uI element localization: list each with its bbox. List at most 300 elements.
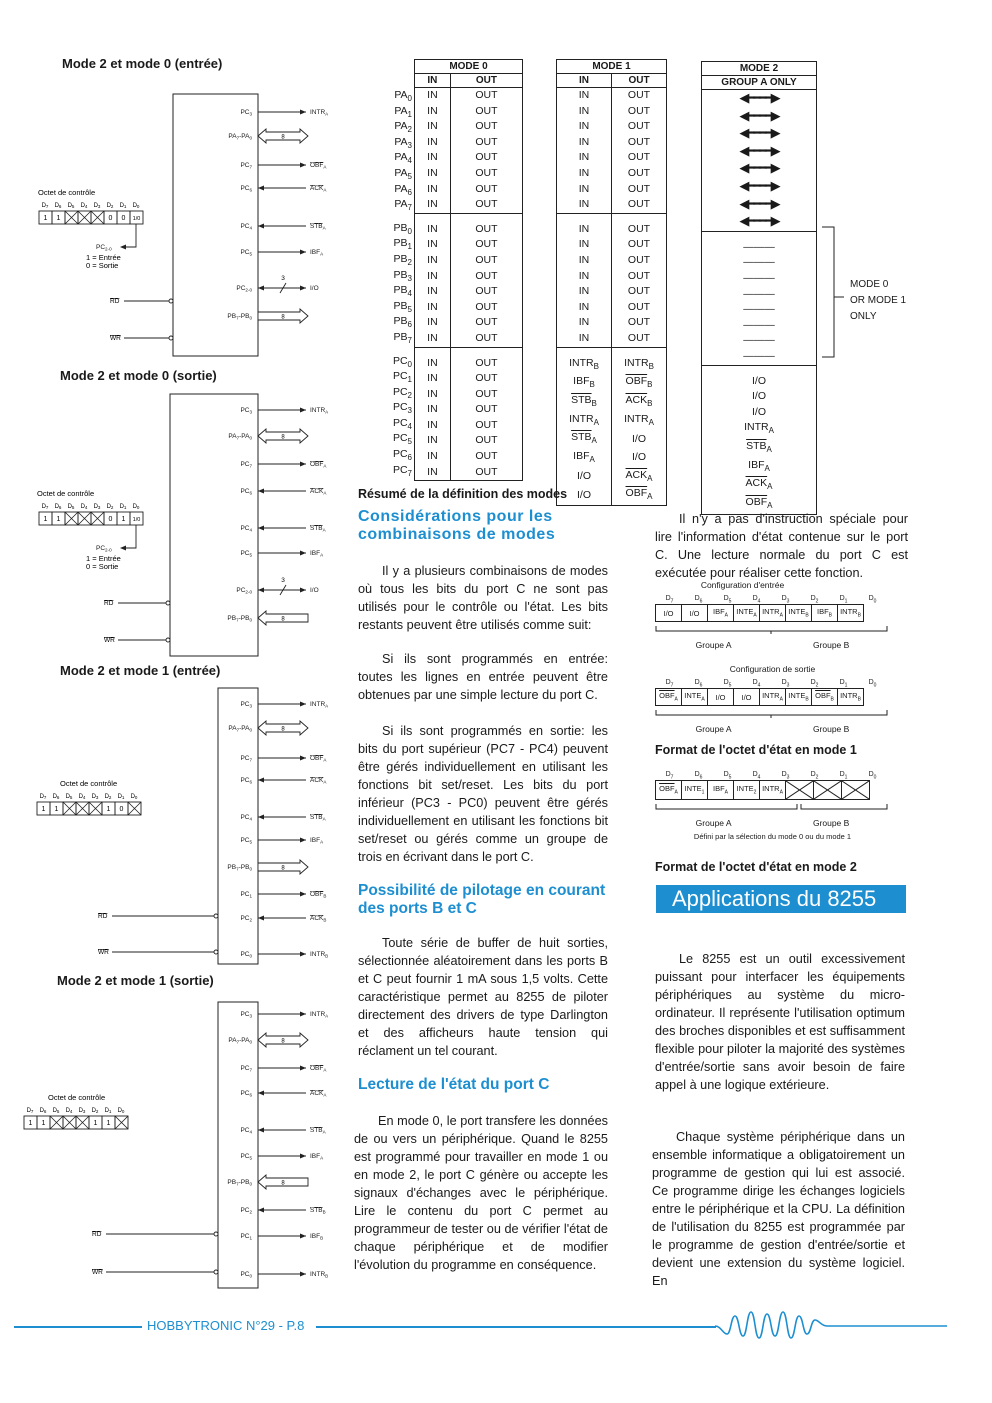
arrow-head [258,224,264,229]
bit-label: D2 [106,203,114,209]
table-row [702,420,817,439]
bit-label: D1 [119,203,127,209]
table-cell: I/O [557,468,612,487]
table-cell: ◀━━━━▶ [702,143,817,161]
config-in-label: Configuration d'entrée [700,580,785,590]
bit-label: $D_4$ [752,678,761,688]
diagram-3-title: Mode 2 et mode 1 (entrée) [60,663,221,678]
bit-label: D2 [106,504,114,510]
pin-label: $PC_7$ [240,755,252,763]
pin-label: $PB_7-PB_0$ [227,864,252,872]
table-row [702,287,817,303]
status-bit-cell: $INTR_A$ [760,605,786,622]
signal-label: $ACK_A$ [310,488,327,496]
table-cell: IN [415,387,451,403]
signal-label: $IBF_A$ [310,1153,324,1161]
bit-label: $D_5$ [723,770,732,780]
pin-label: $PB_7-PB_0$ [227,615,252,623]
table-cell: $\overline{OBF}_B$ [612,374,667,393]
arrow-head [300,756,306,761]
bit-label: D4 [80,203,88,209]
arrow-head [300,1066,306,1071]
row-label: $PA_0$ [394,89,412,104]
table-cell: OUT [450,182,522,198]
signal-label: $IBF_B$ [310,1233,324,1241]
status-config-in [655,580,890,650]
pin-label: $PC_6$ [240,185,252,193]
control-byte-label: Octet de contrôle [48,1093,106,1102]
control-bit-value: 1 [56,215,61,222]
status-bit-cell [786,781,814,800]
table-cell: IN [415,222,451,238]
mode0-out-header: OUT [450,74,522,88]
table-cell: ——— [702,287,817,303]
table-row [415,150,523,166]
row-label: $PA_3$ [394,135,412,150]
bits-out [655,674,890,688]
signal-label: $INTR_A$ [310,1011,329,1019]
arrow-head [258,1208,264,1213]
status-bit-cell: $\overline{OBF}_A$ [656,689,682,706]
table-row [557,486,667,505]
pin-label: $PA_7-PA_0$ [228,725,252,733]
bit-label: $D_0$ [868,770,877,780]
format-mode1-caption: Format de l'octet d'état en mode 1 [655,743,857,757]
table-row [702,476,817,495]
table-cell: IN [415,402,451,418]
bit-label: D1 [117,794,125,800]
table-cell: IN [415,253,451,269]
bit-label: $D_3$ [781,594,790,604]
table-row [415,402,523,418]
control-bit-value: 1 [28,1120,33,1127]
rd-bubble [214,914,218,918]
bit-label: D7 [41,504,49,510]
table-cell: IN [557,331,612,347]
table-row [415,356,523,372]
control-bit-value: 1/0 [132,216,141,222]
table-cell: OUT [612,197,667,213]
table-row [557,468,667,487]
table-row [702,196,817,214]
pin-label: $PC_3$ [240,1011,252,1019]
pin-label: $PC_1$ [240,1233,252,1241]
table-cell: OUT [612,135,667,151]
table-cell: ◀━━━━▶ [702,160,817,178]
pin-label: $PC_6$ [240,1090,252,1098]
table-cell: OUT [450,104,522,120]
table-row [702,255,817,271]
table-cell: $IBF_B$ [557,374,612,393]
bit-label: D2 [91,1108,99,1114]
table-cell: IN [415,331,451,347]
table-cell: OUT [612,331,667,347]
table-cell: IN [557,284,612,300]
table-cell: IN [557,150,612,166]
bit-label: D3 [93,504,101,510]
wr-label: WR [92,1269,103,1276]
table-row [702,160,817,178]
pin-label: $PC_6$ [240,777,252,785]
pin-label: $PC_4$ [240,525,252,533]
status-mode2 [655,766,890,841]
footer-wave-icon [715,1308,950,1346]
bit-label: D3 [78,1108,86,1114]
table-cell: IN [415,166,451,182]
pin-label: $PC_5$ [240,249,252,257]
table-cell: IN [557,104,612,120]
bit-label: $D_1$ [839,594,848,604]
table-row [415,104,523,120]
table-cell: OUT [450,253,522,269]
signal-label: $STB_A$ [310,223,326,231]
control-bit-value: 0 [121,215,126,222]
control-byte-label: Octet de contrôle [60,779,118,788]
table-row [557,269,667,285]
note-leader [122,224,136,247]
status-bit-cell: $\overline{OBF}_A$ [656,781,682,800]
table-cell: OUT [612,166,667,182]
group-labels [655,818,890,828]
group-bracket [655,625,890,635]
bit-label: D3 [91,794,99,800]
status-bit-cell: $INTE_1$ [682,781,708,800]
note-line: ONLY [850,311,877,322]
pin-label: $PC_3$ [240,109,252,117]
paragraph-5: En mode 0, le port transfere les données de ou vers un périphérique. Quand le 8255 est programmé pour travailler en mode 1 ou en mode 2, le port C génère ou accepte les signaux d'échanges avec le périphérique. Lire le contenu du port C permet au programmeur de tester ou de vérifier l'état de chaque périphérique et de modifier l'évolution du programme en conséquence. [354,1114,608,1272]
bit-label: D0 [132,203,140,209]
control-bit-value: 0 [108,516,113,523]
modes-row-labels [352,59,412,478]
bit-label: D6 [52,794,60,800]
note-leader [122,525,136,548]
table-cell: ——— [702,240,817,256]
mode2-subheader: GROUP A ONLY [702,76,817,90]
applications-banner [656,885,906,913]
note-line: 0 = Sortie [86,261,119,270]
table-row [702,213,817,231]
format-mode2-caption: Format de l'octet d'état en mode 2 [655,860,857,874]
bits-in [655,590,890,604]
signal-label: I/O [310,285,319,292]
bit-label: $D_5$ [723,678,732,688]
diagram-2-title: Mode 2 et mode 0 (sortie) [60,368,217,383]
table-cell: $\overline{ACK}_B$ [612,393,667,412]
row-label: $PB_2$ [393,252,412,268]
diagram-2 [30,388,350,658]
note-pc-label: $PC_{2-0}$ [96,244,112,252]
status-bit-cell [842,781,870,800]
table-cell: OUT [450,356,522,372]
bit-label: D0 [117,1108,125,1114]
table-cell: OUT [450,197,522,213]
pin-label: $PC_7$ [240,162,252,170]
bit-label: $D_2$ [810,678,819,688]
applications-title: Applications du 8255 [672,886,877,911]
table-cell: OUT [450,119,522,135]
table-cell: $\overline{ACK}_A$ [702,476,817,495]
bit-label: $D_7$ [665,594,674,604]
pin-label: $PA_7-PA_0$ [228,1037,252,1045]
signal-label: $INTR_A$ [310,407,329,415]
arrow-head [258,1128,264,1133]
table-cell: OUT [450,449,522,465]
heading-considerations: Considérations pour les combinaisons de modes [358,508,556,543]
bus-width-label: 8 [281,134,285,141]
table-row [415,197,523,213]
arrow-head [120,245,126,250]
table-row [557,237,667,253]
table-cell: $\overline{STB}_B$ [557,393,612,412]
bus-width-label: 8 [281,865,285,872]
table-row [557,166,667,182]
table-cell: IN [557,315,612,331]
table-cell: ——— [702,318,817,334]
groupe-a-label: Groupe A [695,818,732,828]
bit-label: D7 [26,1108,34,1114]
table-row [702,405,817,421]
mode2-b-note [850,277,906,325]
dont-care-cross [786,781,813,799]
table-cell: IN [557,253,612,269]
table-row [557,182,667,198]
table-cell: OUT [450,150,522,166]
row-label: $PA_6$ [394,182,412,197]
bus-width-label: 8 [281,1038,285,1045]
control-bit-value: 1 [56,516,61,523]
pin-label: $PB_7-PB_0$ [227,1179,252,1187]
table-cell: IN [415,315,451,331]
diagram-4 [20,996,350,1291]
mode2-header: MODE 2 [702,62,817,76]
table-cell: IN [415,197,451,213]
rd-bubble [166,601,170,605]
wr-bubble [166,638,170,642]
arrow-head [258,916,264,921]
table-row [557,197,667,213]
table-row [702,318,817,334]
bit-label: $D_0$ [868,678,877,688]
table-cell: OUT [612,182,667,198]
table-cell: IN [557,88,612,104]
bit-label: $D_3$ [781,678,790,688]
table-row [702,90,817,108]
table-cell: IN [415,418,451,434]
pin-label: $PC_4$ [240,1127,252,1135]
table-cell: $\overline{OBF}_A$ [612,486,667,505]
bit-label: $D_5$ [723,594,732,604]
rd-label: RD [92,1231,102,1238]
table-cell: OUT [612,237,667,253]
paragraph-1: Il y a plusieurs combinaisons de modes où tous les bits du port C ne sont pas utilisés pour le contrôle ou l'état. Les bits restants peuvent être utilisés comme suit: [358,564,608,632]
control-bit-value: 1 [121,516,126,523]
arrow-head [300,1234,306,1239]
signal-label: $STB_A$ [310,814,326,822]
status-bit-cell: $INTE_2$ [734,781,760,800]
bit-label: D5 [67,203,75,209]
table-cell: IN [415,182,451,198]
row-label: $PA_2$ [394,120,412,135]
table-cell: OUT [612,315,667,331]
table-cell: $INTR_A$ [702,420,817,439]
table-cell: OUT [450,433,522,449]
pin-label: $PB_7-PB_0$ [227,313,252,321]
row-label: $PC_5$ [392,432,412,447]
bit-label: D1 [119,504,127,510]
table-cell: IN [415,300,451,316]
pin-label: $PC_2$ [240,915,252,923]
table-cell: OUT [450,402,522,418]
table-cell: IN [415,88,451,104]
signal-label: $IBF_A$ [310,837,324,845]
table-cell: OUT [450,88,522,104]
table-cell: IN [415,269,451,285]
group-labels [655,640,890,650]
arrow-head [258,186,264,191]
note-line: 0 = Sortie [86,562,119,571]
control-bit-value: 1 [43,516,48,523]
bit-label: $D_2$ [810,594,819,604]
bus-width-label: 8 [281,616,285,623]
table-cell: IN [557,222,612,238]
bit-label: $D_2$ [810,770,819,780]
control-bit-value: 1/0 [132,517,141,523]
bit-label: $D_7$ [665,678,674,688]
control-bit-value: 1 [54,806,59,813]
arrow-head [300,551,306,556]
signal-label: $ACK_A$ [310,777,327,785]
table-row [415,387,523,403]
bus-count: 3 [281,577,285,584]
table-row [415,269,523,285]
signal-label: $OBF_A$ [310,755,327,763]
group-bracket [655,803,890,813]
paragraph-4: Toute série de buffer de huit sorties, sélectionnée aléatoirement dans les ports B et C peut fournir 1 mA sous 1,5 volts. Cette caractéristique permet au 8255 de piloter directement des drivers de type Darlington et des afficheurs haute tension qui réclament un tel courant. [358,936,608,1058]
arrow-head [300,702,306,707]
status-bit-cell [814,781,842,800]
arrow-head [300,163,306,168]
table-cell: OUT [612,284,667,300]
table-row [702,374,817,390]
table-cell: ——— [702,349,817,365]
arrow-head [258,588,264,593]
row-label: $PB_6$ [393,315,412,330]
row-label: $PB_1$ [393,237,412,252]
table-row [557,88,667,104]
rd-label: RD [110,298,120,305]
table-row [415,135,523,151]
row-label: $PA_4$ [394,151,412,166]
arrow-head [258,815,264,820]
table-row [702,333,817,349]
mode2-table [701,61,817,515]
row-label: $PC_1$ [392,370,412,385]
table-cell: IN [415,356,451,372]
table-row [557,119,667,135]
row-label: $PB_4$ [393,284,412,299]
pin-label: $PC_6$ [240,488,252,496]
table-row [415,88,523,104]
signal-label: $ACK_B$ [310,915,327,923]
table-cell: I/O [557,486,612,505]
control-bit-value: 0 [108,215,113,222]
heading-pilotage: Possibilité de pilotage en courant des ports B et C [358,882,606,917]
pin-label: $PA_7-PA_0$ [228,133,252,141]
table-cell: OUT [612,253,667,269]
rd-label: RD [104,600,114,607]
mode1-in-header: IN [557,74,612,88]
table-cell: IN [557,237,612,253]
table-cell: OUT [450,135,522,151]
mode0-header: MODE 0 [415,60,523,74]
control-bit-value: 0 [119,806,124,813]
table-row [557,150,667,166]
dont-care-cross [814,781,841,799]
table-cell: $INTR_B$ [612,356,667,375]
row-label: $PC_4$ [392,416,412,431]
table-cell: IN [557,300,612,316]
pin-label: $PC_7$ [240,1065,252,1073]
table-cell: IN [557,166,612,182]
row-label: $PA_7$ [394,198,412,213]
wr-bubble [169,336,173,340]
table-cell: IN [557,119,612,135]
row-label: $PC_6$ [392,448,412,463]
row-label: $PC_7$ [392,463,412,478]
status-bit-cell: $IBF_A$ [708,605,734,622]
signal-label: $IBF_A$ [310,249,324,257]
mode0-table [414,59,523,481]
paragraph-3: Si ils sont programmés en sortie: les bits du port supérieur (PC7 - PC4) peuvent être gérés individuellement en utilisant les fonctions bit set/reset. Les bits du port inférieur (PC3 - PC0) peuvent être gérés individuellement en utilisant les fonctions bit set/reset ou gérés comme un groupe de trois en écrivant dans le port C. [358,724,608,864]
table-cell: IN [415,465,451,481]
mode1-out-header: OUT [612,74,667,88]
table-row [702,349,817,365]
table-row [557,331,667,347]
mode1-table [556,59,667,506]
arrow-head [300,286,306,291]
table-cell: OUT [612,222,667,238]
table-cell: IN [415,449,451,465]
mode0-in-header: IN [415,74,451,88]
arrow-head [300,408,306,413]
control-bit-value: 1 [93,1120,98,1127]
table-cell: IN [415,150,451,166]
table-cell: $INTR_B$ [557,356,612,375]
table-cell: ◀━━━━▶ [702,178,817,196]
arrow-head [258,489,264,494]
table-row [415,315,523,331]
status-bit-cell: $INTE_B$ [786,689,812,706]
table-row [415,465,523,481]
table-row [557,393,667,412]
group-bracket [655,709,890,719]
arrow-head [258,286,264,291]
status-bit-cell: I/O [682,605,708,622]
status-bit-cell: $INTR_B$ [838,605,864,622]
pin-label: $PC_4$ [240,814,252,822]
arrow-head [120,546,126,551]
table-row [557,284,667,300]
bit-label: D0 [130,794,138,800]
row-label: $PB_5$ [393,299,412,314]
bit-label: D6 [54,504,62,510]
table-row [557,222,667,238]
row-label: $PA_1$ [394,104,412,119]
table-cell: OUT [612,88,667,104]
table-cell: ——— [702,255,817,271]
arrow-head [300,250,306,255]
status-row-in [655,604,864,622]
